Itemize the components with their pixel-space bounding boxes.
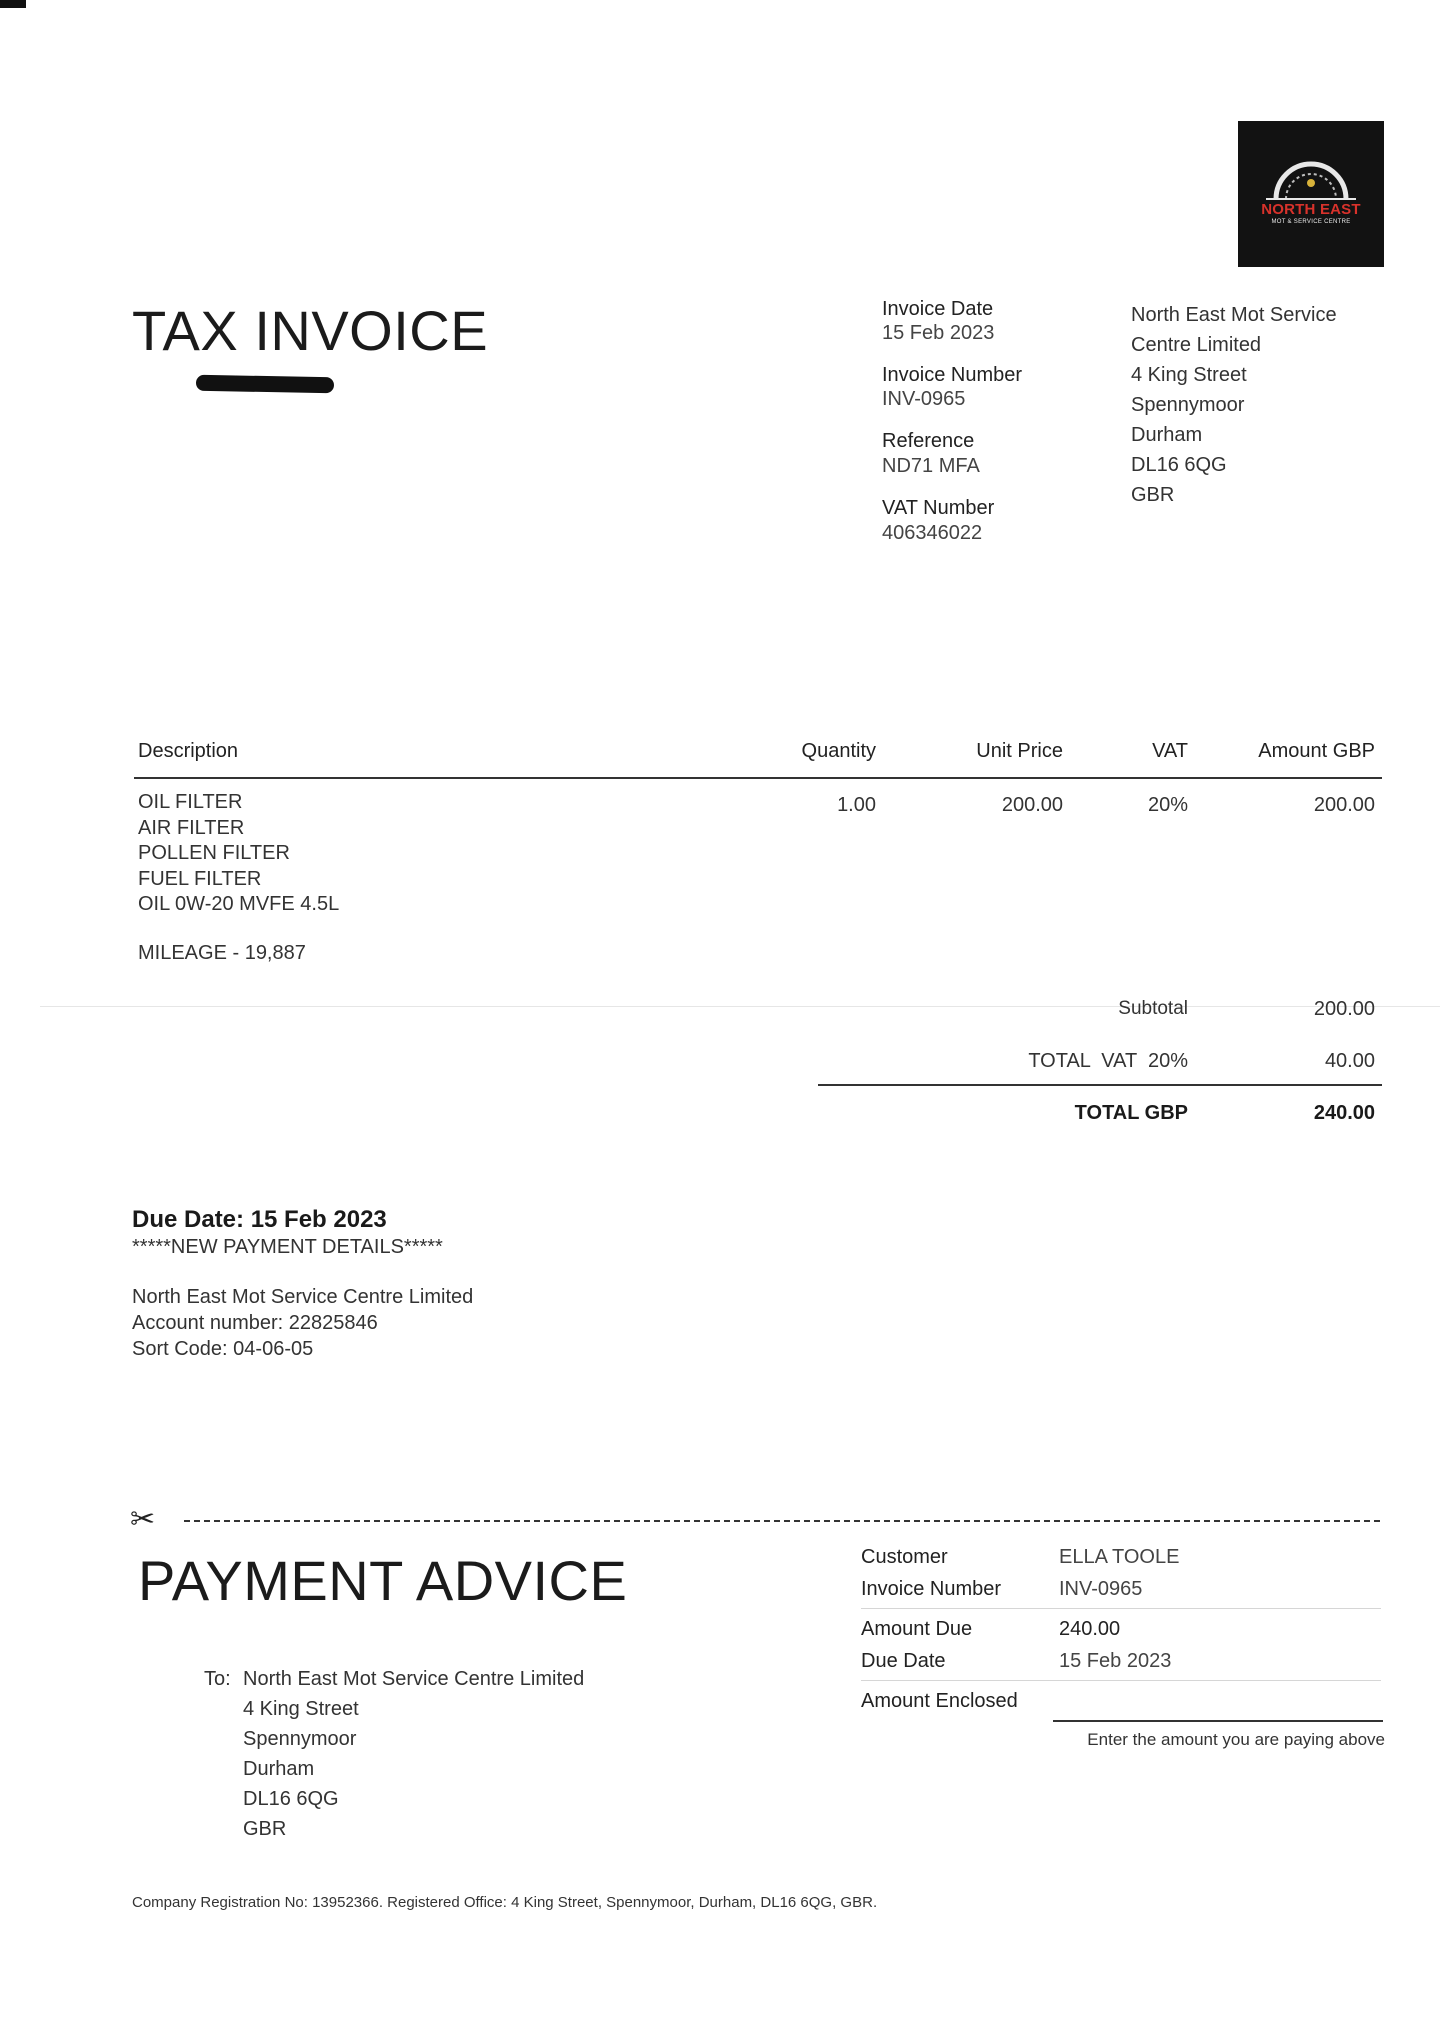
- mileage: MILEAGE - 19,887: [138, 941, 306, 964]
- company-logo: [1238, 121, 1384, 267]
- total-gbp: 240.00: [1313, 1102, 1375, 1124]
- vat-number: 406346022: [882, 522, 983, 544]
- subtotal: 200.00: [1313, 998, 1375, 1020]
- table-header-rule: [134, 777, 1382, 779]
- cut-line: [130, 1503, 1380, 1536]
- address-line: 4 King Street: [243, 1698, 359, 1720]
- company-address: [1131, 300, 1337, 510]
- address-line: DL16 6QG: [243, 1788, 339, 1810]
- address-line: Spennymoor: [243, 1728, 357, 1750]
- payment-advice-title: PAYMENT ADVICE: [138, 1549, 628, 1612]
- col-vat: VAT: [1152, 740, 1188, 762]
- row-vat: 20%: [1147, 794, 1188, 816]
- vat-number-label: VAT Number: [882, 497, 995, 519]
- subtotal-label: Subtotal: [1118, 998, 1188, 1019]
- logo-name: NORTH EAST: [1261, 201, 1361, 218]
- address-line: Durham: [243, 1758, 315, 1780]
- customer-name: ELLA TOOLE: [1059, 1546, 1180, 1568]
- reference: ND71 MFA: [882, 455, 980, 477]
- address-line: Durham: [1131, 424, 1203, 446]
- customer-label: Customer: [861, 1546, 948, 1568]
- invoice-date: 15 Feb 2023: [882, 322, 995, 344]
- advice-divider: [861, 1680, 1381, 1681]
- invoice-date-label: Invoice Date: [882, 298, 994, 320]
- arch-emblem-icon: [1238, 121, 1384, 267]
- sort-code: Sort Code: 04-06-05: [132, 1338, 314, 1360]
- address-line: GBR: [1131, 484, 1175, 506]
- list-item: OIL 0W-20 MVFE 4.5L: [138, 893, 340, 915]
- row-amount: 200.00: [1313, 794, 1375, 816]
- advice-invoice-number: INV-0965: [1059, 1578, 1143, 1600]
- address-line: North East Mot Service: [1131, 304, 1337, 326]
- address-line: GBR: [243, 1818, 287, 1840]
- amount-due: 240.00: [1059, 1618, 1121, 1640]
- dashed-divider: [184, 1520, 1380, 1522]
- col-description: Description: [138, 740, 239, 762]
- list-item: FUEL FILTER: [138, 867, 262, 890]
- invoice-number: INV-0965: [882, 388, 966, 410]
- col-unit-price: Unit Price: [976, 740, 1063, 762]
- list-item: POLLEN FILTER: [138, 842, 290, 864]
- list-item: OIL FILTER: [138, 791, 243, 813]
- scissors-icon: ✂: [130, 1503, 156, 1536]
- address-line: 4 King Street: [1131, 364, 1247, 386]
- total-gbp-label: TOTAL GBP: [1074, 1102, 1188, 1124]
- payment-details: [132, 1284, 473, 1362]
- total-vat: 40.00: [1324, 1050, 1375, 1072]
- line-items: [138, 790, 339, 966]
- list-item: AIR FILTER: [138, 816, 245, 839]
- address-line: North East Mot Service Centre Limited: [243, 1668, 585, 1690]
- account-name: North East Mot Service Centre Limited: [132, 1286, 474, 1308]
- address-line: Spennymoor: [1131, 394, 1245, 416]
- amount-enclosed-field: [1053, 1720, 1383, 1722]
- totals-rule: [818, 1084, 1382, 1086]
- row-unit-price: 200.00: [1001, 794, 1063, 816]
- redaction-mark: [196, 375, 334, 393]
- company-registration-footer: Company Registration No: 13952366. Registered Office: 4 King Street, Spennymoor, Durham, DL16 6QG, GBR.: [132, 1894, 878, 1911]
- advice-to-label: To:: [204, 1668, 231, 1690]
- advice-due-date: 15 Feb 2023: [1059, 1650, 1172, 1672]
- col-amount: Amount GBP: [1258, 740, 1375, 762]
- due-date: Due Date: 15 Feb 2023: [132, 1206, 387, 1233]
- corner-mark: [0, 0, 26, 8]
- total-vat-label: TOTAL VAT 20%: [1028, 1050, 1188, 1072]
- logo-tagline: MOT & SERVICE CENTRE: [1271, 219, 1351, 225]
- amount-enclosed-label: Amount Enclosed: [861, 1690, 1018, 1712]
- amount-due-label: Amount Due: [861, 1618, 973, 1640]
- enclosed-hint: Enter the amount you are paying above: [1087, 1730, 1385, 1749]
- row-quantity: 1.00: [837, 794, 876, 816]
- reference-label: Reference: [882, 430, 975, 452]
- advice-invoice-number-label: Invoice Number: [861, 1578, 1002, 1600]
- document-title: TAX INVOICE: [132, 299, 489, 362]
- payment-notice: *****NEW PAYMENT DETAILS*****: [132, 1236, 443, 1258]
- advice-divider: [861, 1608, 1381, 1609]
- account-number: Account number: 22825846: [132, 1312, 378, 1334]
- advice-to-address: [243, 1664, 584, 1844]
- address-line: Centre Limited: [1131, 334, 1262, 356]
- address-line: DL16 6QG: [1131, 454, 1227, 476]
- col-quantity: Quantity: [801, 740, 876, 762]
- invoice-number-label: Invoice Number: [882, 364, 1023, 386]
- advice-due-date-label: Due Date: [861, 1650, 946, 1672]
